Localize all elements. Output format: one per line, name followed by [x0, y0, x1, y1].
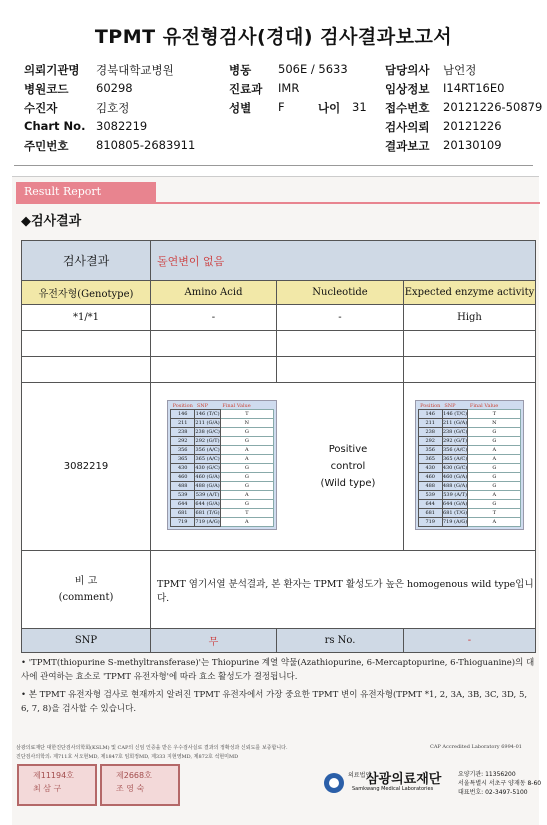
panel-row: 238 238 (G/C) G	[171, 428, 274, 437]
info-sex-value: F	[278, 100, 285, 114]
rs-label: rs No.	[277, 629, 404, 653]
result-report-tab: Result Report	[16, 182, 156, 202]
panel-row: 719 719 (A/G) A	[171, 518, 274, 527]
panel-row: 460 460 (G/A) G	[418, 473, 521, 482]
panel-row: 292 292 (G/T) G	[171, 437, 274, 446]
panel-row: 146 146 (T/C) T	[418, 410, 521, 419]
info-age-value: 31	[352, 100, 367, 114]
positive-control-label: Positive control (Wild type)	[320, 444, 376, 489]
note-2: • 본 TPMT 유전자형 검사로 현재까지 알려진 TPMT 유전자에서 가장 중요한 TPMT 변이 유전자형(TPMT *1, 2, 3A, 3B, 3C, 3D, 5, 6, 7, 8)을 검사할 수 있습니다.	[21, 690, 528, 714]
panel-header: SNP	[196, 403, 208, 409]
panel-row: 365 365 (A/C) A	[418, 455, 521, 464]
panel-row: 292 292 (G/T) G	[418, 437, 521, 446]
col-enzyme: Expected enzyme activity	[404, 281, 536, 305]
snp-label: SNP	[22, 629, 151, 653]
org-sub: Samkwang Medical Laboratories	[352, 786, 434, 792]
info-request-label: 검사의뢰	[385, 120, 430, 134]
comment-label: 비 고 (comment)	[22, 551, 151, 629]
info-chart-label: Chart No.	[24, 119, 86, 133]
info-id-value: 810805-2683911	[96, 138, 196, 152]
cap-accreditation: CAP Accredited Laboratory 6994-01	[430, 744, 522, 750]
panel-header: SNP	[444, 403, 456, 409]
panel-row: 488 488 (G/A) G	[171, 482, 274, 491]
col-nucleotide: Nucleotide	[277, 281, 404, 305]
info-dept-value: IMR	[278, 81, 300, 95]
info-receipt-label: 접수번호	[385, 101, 430, 115]
info-clinical-label: 임상정보	[385, 82, 430, 96]
panel-header: Final Value	[469, 403, 499, 409]
rs-value: -	[404, 629, 536, 653]
panel-row: 211 211 (G/A) N	[418, 419, 521, 428]
cell-genotype: *1/*1	[22, 305, 151, 331]
info-doctor-value: 남언정	[443, 63, 477, 77]
panel-row: 719 719 (A/G) A	[418, 518, 521, 527]
panel-row: 644 644 (G/A) G	[171, 500, 274, 509]
panel-header: Position	[172, 403, 193, 409]
panel-row: 539 539 (A/T) A	[418, 491, 521, 500]
cell-enzyme: High	[404, 305, 536, 331]
panel-header: Final Value	[222, 403, 251, 409]
org-prefix: 의료법인	[348, 772, 372, 779]
info-doctor-label: 담당의사	[385, 63, 430, 77]
cert-line-1: 삼광의료재단 대한진단검사의학회(KSLM) 및 CAP의 신임 인증을 받은 우수검사실로 결과의 정확성과 신뢰도를 보증합니다.	[16, 745, 288, 751]
panel-row: 356 356 (A/C) A	[171, 446, 274, 455]
panel-row: 644 644 (G/A) G	[418, 500, 521, 509]
org-logo-icon	[323, 772, 345, 798]
panel-row: 430 430 (G/C) G	[171, 464, 274, 473]
info-sex-label: 성별	[229, 101, 252, 115]
panel-row: 211 211 (G/A) N	[171, 419, 274, 428]
cell-nucleotide: -	[277, 305, 404, 331]
info-hospital-value: 경북대학교병원	[96, 63, 174, 77]
panel-row: 681 681 (T/G) T	[418, 509, 521, 518]
info-report-label: 결과보고	[385, 139, 430, 153]
info-ward-value: 506E / 5633	[278, 62, 348, 76]
panel-row: 460 460 (G/A) G	[171, 473, 274, 482]
cell-chart-no: 3082219	[22, 383, 151, 551]
info-patient-value: 김호정	[96, 101, 130, 115]
panel-row: 238 238 (G/C) G	[418, 428, 521, 437]
col-genotype: 유전자형(Genotype)	[22, 281, 151, 305]
result-table	[21, 240, 536, 653]
cell-amino: -	[151, 305, 277, 331]
info-request-value: 20121226	[443, 119, 502, 133]
panel-row: 356 356 (A/C) A	[418, 446, 521, 455]
snp-value: 무	[151, 629, 277, 653]
info-ward-label: 병동	[229, 63, 252, 77]
panel-row: 430 430 (G/C) G	[418, 464, 521, 473]
info-dept-label: 진료과	[229, 82, 263, 96]
info-clinical-value: I14RT16E0	[443, 81, 505, 95]
col-amino-acid: Amino Acid	[151, 281, 277, 305]
info-age-label: 나이	[318, 101, 341, 115]
panel-row: 365 365 (A/C) A	[171, 455, 274, 464]
signature-stamp-1: 제11194호 최 삼 구	[17, 764, 97, 806]
comment-text: TPMT 염기서열 분석결과, 본 환자는 TPMT 활성도가 높은 homogenous wild type입니다.	[151, 551, 536, 629]
result-label: 검사결과	[22, 241, 151, 281]
info-hospital: 의뢰기관명	[24, 63, 80, 77]
panel-row: 488 488 (G/A) G	[418, 482, 521, 491]
sample-snp-panel	[167, 400, 277, 530]
result-value: 돌연변이 없음	[151, 241, 536, 281]
cert-line-2: 진단검사의학의: 제711호 서오현MD, 제1847호 임희정MD, 제333 지현영MD, 제872호 석현미MD	[16, 754, 239, 760]
info-code-label: 병원코드	[24, 82, 69, 96]
report-title: TPMT 유전형검사(경대) 검사결과보고서	[94, 26, 453, 48]
org-contact: 요양기관: 11356200 서울특별시 서초구 양재동 8-60 대표번호: 02-3497-5100	[458, 771, 542, 796]
info-code-value: 60298	[96, 81, 133, 95]
panel-row: 539 539 (A/T) A	[171, 491, 274, 500]
result-report-rule	[16, 202, 540, 204]
header-divider	[14, 165, 533, 166]
section-heading: ◆검사결과	[21, 214, 82, 229]
panel-row: 146 146 (T/C) T	[171, 410, 274, 419]
info-report-value: 20130109	[443, 138, 502, 152]
info-id-label: 주민번호	[24, 139, 69, 153]
info-patient-label: 수진자	[24, 101, 58, 115]
note-1: • 'TPMT(thiopurine S-methyltransferase)'는 Thiopurine 계열 약물(Azathiopurine, 6-Mercaptopurine, 6-Thioguanine)의 대사에 관여하는 효소로 'TPMT 유전자형'에 따라 효소 활성도가 결정됩니다.	[21, 658, 535, 682]
info-receipt-value: 20121226-50879	[443, 100, 543, 114]
panel-row: 681 681 (T/G) T	[171, 509, 274, 518]
signature-stamp-2: 제2668호 조 영 숙	[100, 764, 180, 806]
info-chart-value: 3082219	[96, 119, 148, 133]
panel-header: Position	[420, 403, 441, 409]
org-name: 삼광의료재단	[366, 772, 442, 787]
control-snp-panel	[415, 400, 525, 530]
